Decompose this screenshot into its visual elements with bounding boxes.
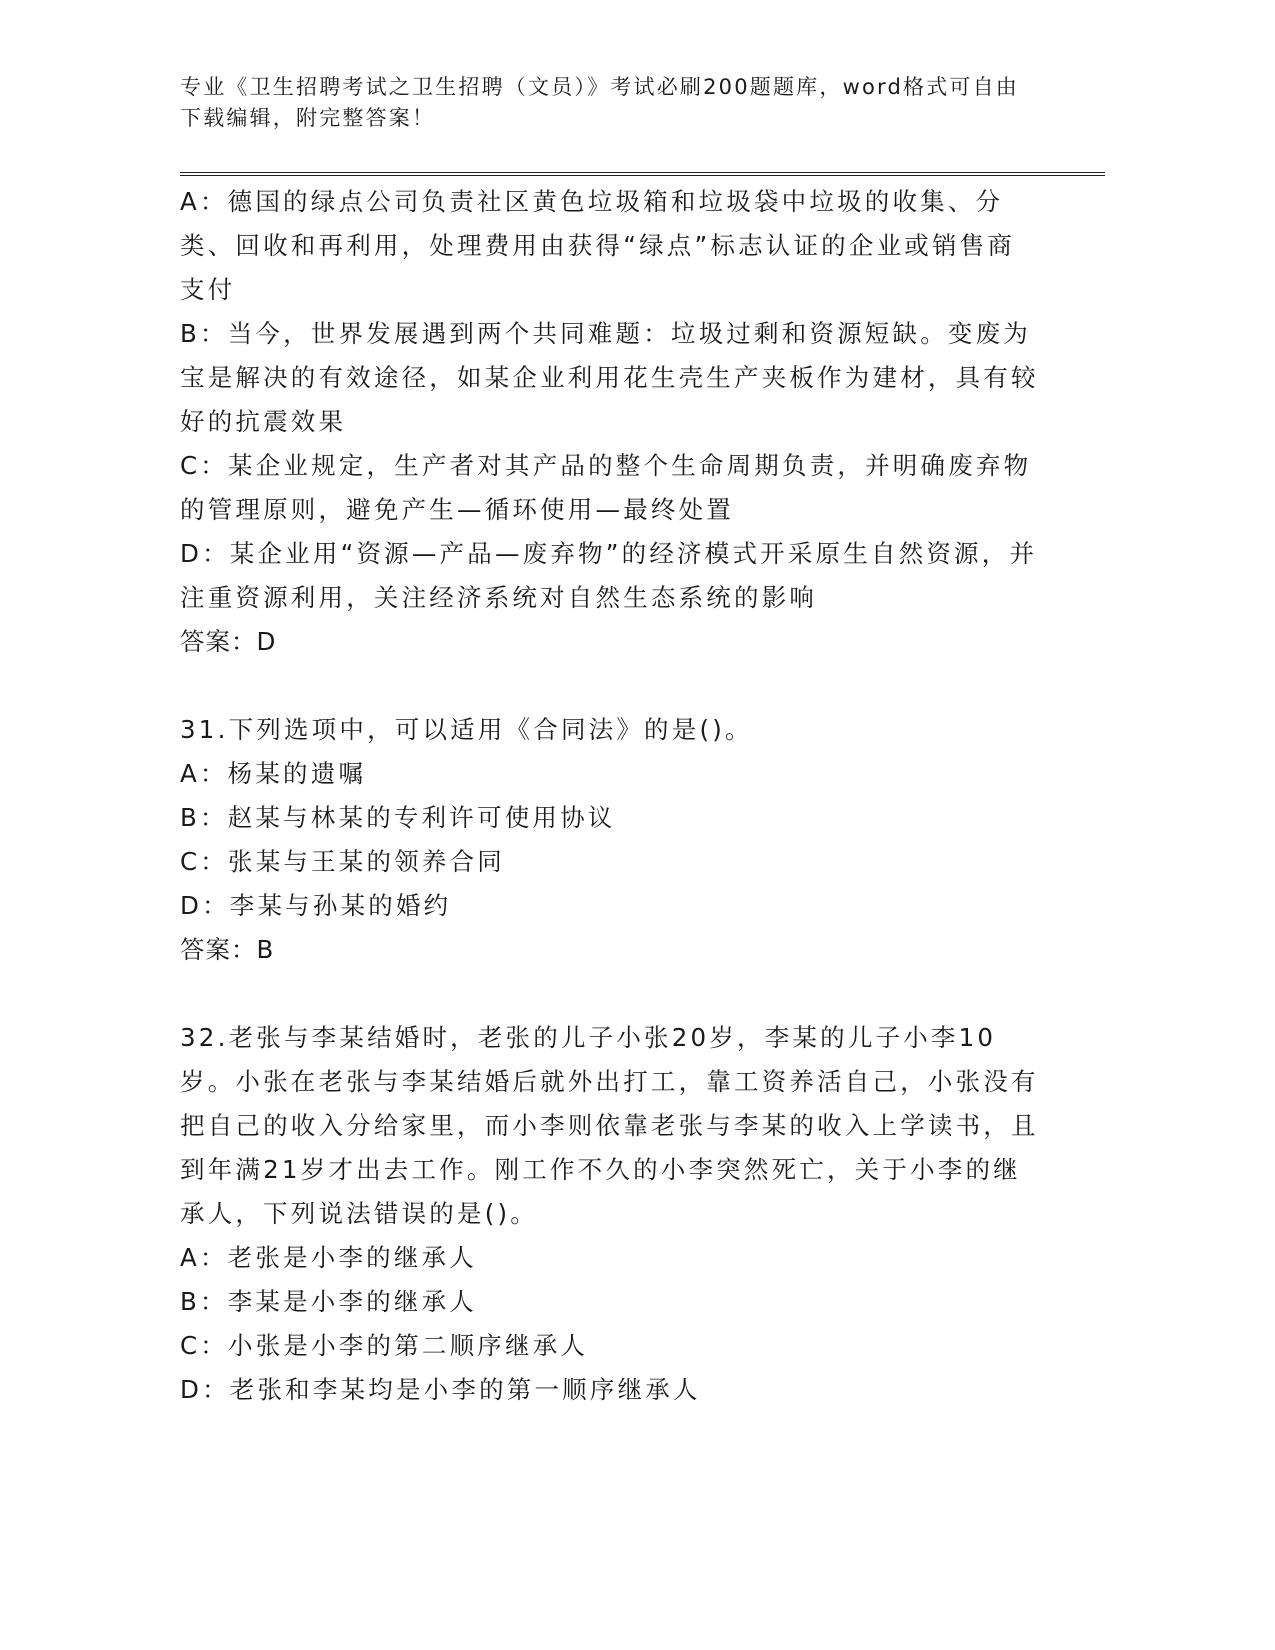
spacer <box>180 972 1040 1016</box>
option-b: B：赵某与林某的专利许可使用协议 <box>180 803 616 832</box>
option-b: B：当今，世界发展遇到两个共同难题：垃圾过剩和资源短缺。变废为宝是解决的有效途径，如某企业利用花生壳生产夹板作为建材，具有较好的抗震效果 <box>180 319 1039 436</box>
option-d: D：老张和李某均是小李的第一顺序继承人 <box>180 1375 701 1404</box>
header-divider <box>180 172 1105 176</box>
option-a: A：德国的绿点公司负责社区黄色垃圾箱和垃圾袋中垃圾的收集、分类、回收和再利用，处理费用由获得“绿点”标志认证的企业或销售商支付 <box>180 187 1016 304</box>
question-32 <box>180 1016 1040 1412</box>
document-page <box>180 0 1105 1650</box>
question-stem: 31.下列选项中，可以适用《合同法》的是()。 <box>180 715 753 744</box>
question-31 <box>180 708 1040 972</box>
option-d: D：李某与孙某的婚约 <box>180 891 452 920</box>
option-a: A：老张是小李的继承人 <box>180 1243 477 1272</box>
option-d: D：某企业用“资源—产品—废弃物”的经济模式开采原生自然资源，并注重资源利用，关注经济系统对自然生态系统的影响 <box>180 539 1038 612</box>
previous-question <box>180 180 1040 664</box>
option-c: C：张某与王某的领养合同 <box>180 847 506 876</box>
spacer <box>180 664 1040 708</box>
option-a: A：杨某的遗嘱 <box>180 759 367 788</box>
option-c: C：小张是小李的第二顺序继承人 <box>180 1331 589 1360</box>
option-c: C：某企业规定，生产者对其产品的整个生命周期负责，并明确废弃物的管理原则，避免产生—循环使用—最终处置 <box>180 451 1032 524</box>
answer-line: 答案：B <box>180 935 275 964</box>
option-b: B：李某是小李的继承人 <box>180 1287 478 1316</box>
answer-line: 答案：D <box>180 627 277 656</box>
page-header: 专业《卫生招聘考试之卫生招聘（文员）》考试必刷200题题库，word格式可自由下载编辑，附完整答案！ <box>180 75 1019 130</box>
question-content <box>180 180 1040 1412</box>
question-stem: 32.老张与李某结婚时，老张的儿子小张20岁，李某的儿子小李10岁。小张在老张与李某结婚后就外出打工，靠工资养活自己，小张没有把自己的收入分给家里，而小李则依靠老张与李某的收入上学读书，且到年满21岁才出去工作。刚工作不久的小李突然死亡，关于小李的继承人，下列说法错误的是()。 <box>180 1023 1039 1228</box>
